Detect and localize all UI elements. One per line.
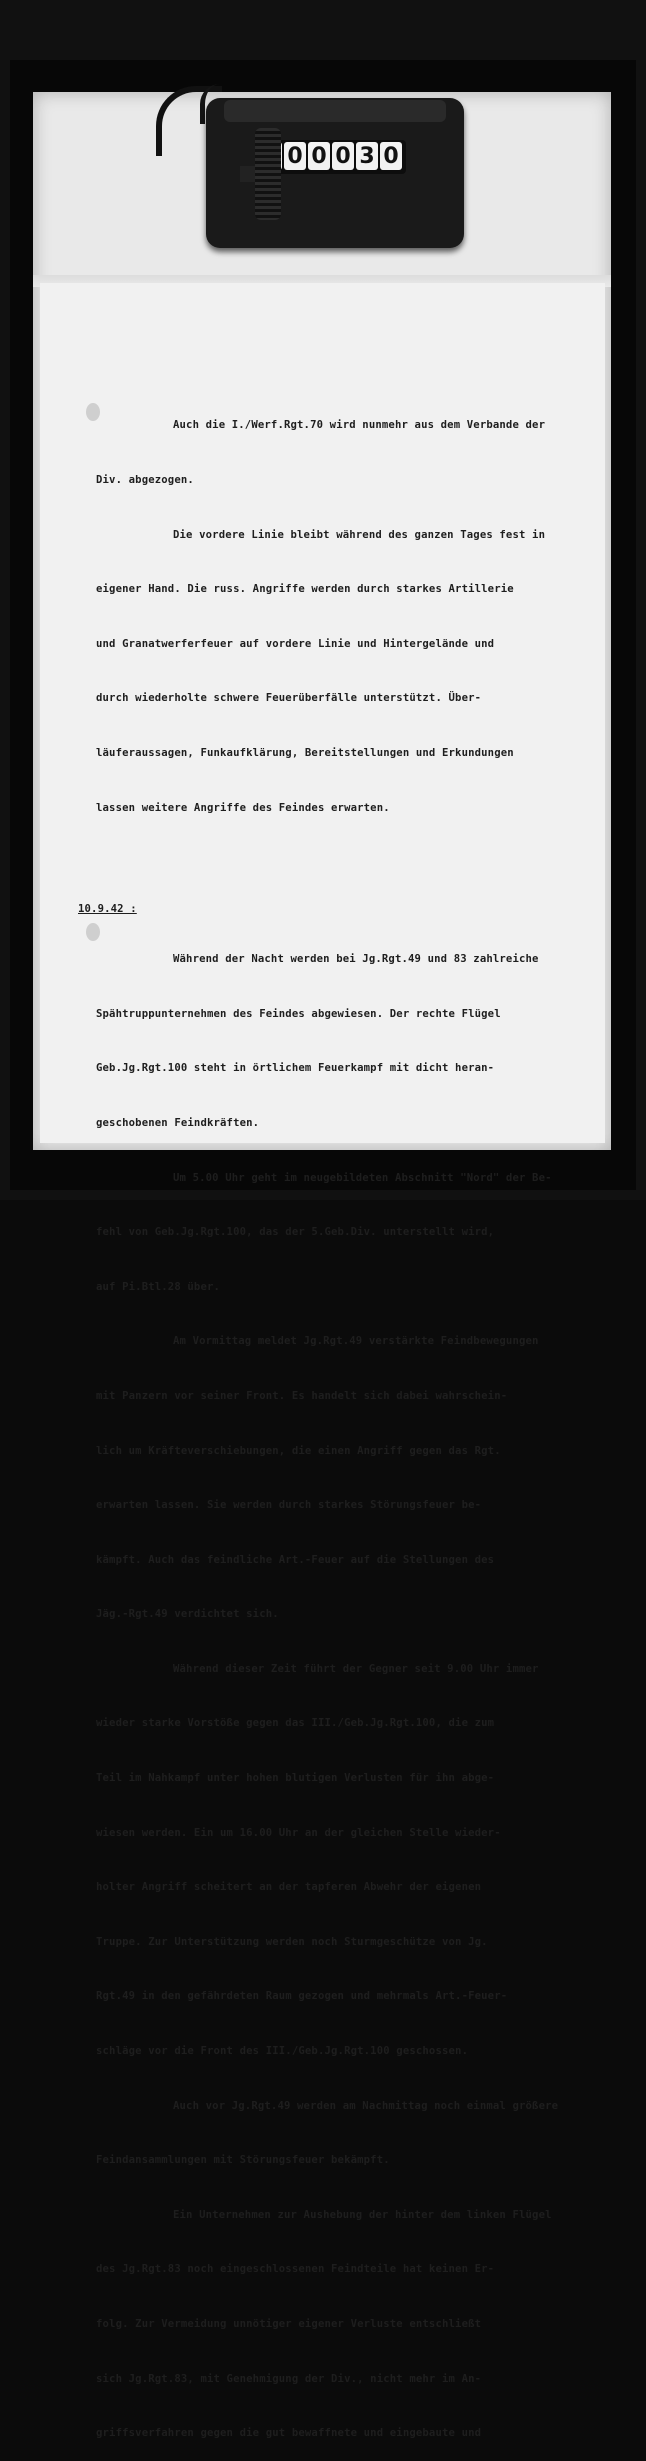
entry-date: 10.9.42 : <box>78 902 137 915</box>
text-line: läuferaussagen, Funkaufklärung, Bereitstellungen und Erkundungen <box>96 746 514 759</box>
text-line: Um 5.00 Uhr geht im neugebildeten Abschnitt "Nord" der Be- <box>173 1171 552 1184</box>
text-line: Teil im Nahkampf unter hohen blutigen Verlusten für ihn abge- <box>96 1772 495 1785</box>
text-line: Geb.Jg.Rgt.100 steht in örtlichem Feuerkampf mit dicht heran- <box>96 1062 495 1075</box>
text-line: wiesen werden. Ein um 16.00 Uhr an der gleichen Stelle wieder- <box>96 1826 501 1839</box>
text-line: Feindansammlungen mit Störungsfeuer bekämpft. <box>96 2154 390 2167</box>
text-line: Div. abgezogen. <box>96 474 194 486</box>
counter-knob <box>255 128 281 220</box>
document-text <box>78 380 598 2461</box>
text-line: fehl von Geb.Jg.Rgt.100, das der 5.Geb.Div. unterstellt wird, <box>96 1226 495 1239</box>
text-line: durch wiederholte schwere Feuerüberfälle unterstützt. Über- <box>96 692 482 705</box>
text-line: Die vordere Linie bleibt während des ganzen Tages fest in <box>173 528 546 541</box>
text-line: Auch vor Jg.Rgt.49 werden am Nachmittag noch einmal größere <box>173 2099 559 2112</box>
counter-digit: 0 <box>380 142 402 170</box>
text-line: Während der Nacht werden bei Jg.Rgt.49 und 83 zahlreiche <box>173 953 539 966</box>
text-line: auf Pi.Btl.28 über. <box>96 1280 221 1293</box>
text-line: folg. Zur Vermeidung unnötiger eigener Verluste entschließt <box>96 2318 482 2330</box>
text-line: Am Vormittag meldet Jg.Rgt.49 verstärkte Feindbewegungen <box>173 1335 539 1348</box>
counter-digit: 0 <box>284 142 306 170</box>
text-line: lassen weitere Angriffe des Feindes erwarten. <box>96 801 390 814</box>
text-line: und Granatwerferfeuer auf vordere Linie und Hintergelände und <box>96 637 495 650</box>
text-line: kämpft. Auch das feindliche Art.-Feuer auf die Stellungen des <box>96 1553 495 1566</box>
text-line: Auch die I./Werf.Rgt.70 wird nunmehr aus dem Verbande der <box>173 419 546 432</box>
text-line: Während dieser Zeit führt der Gegner seit 9.00 Uhr immer <box>173 1662 539 1675</box>
date-line <box>78 900 598 918</box>
text-line: des Jg.Rgt.83 noch eingeschlossenen Feindteile hat keinen Er- <box>96 2263 495 2276</box>
text-line: lich um Kräfteverschiebungen, die einen Angriff gegen das Rgt. <box>96 1444 501 1457</box>
text-line: schläge vor die Front des III./Geb.Jg.Rgt.100 geschossen. <box>96 2045 469 2058</box>
text-line: Jäg.-Rgt.49 verdichtet sich. <box>96 1608 279 1621</box>
text-line: sich Jg.Rgt.83, mit Genehmigung der Div., nicht mehr im An- <box>96 2372 482 2385</box>
text-line: erwarten lassen. Sie werden durch starkes Störungsfeuer be- <box>96 1499 482 1512</box>
text-line: Ein Unternehmen zur Aushebung der hinter dem linken Flügel <box>173 2208 552 2221</box>
counter-digit: 0 <box>332 142 354 170</box>
text-line: Spähtruppunternehmen des Feindes abgewiesen. Der rechte Flügel <box>96 1007 501 1020</box>
text-line: wieder starke Vorstöße gegen das III./Geb.Jg.Rgt.100, die zum <box>96 1717 495 1730</box>
text-line: holter Angriff scheitert an der tapferen Abwehr der eigenen <box>96 1881 482 1894</box>
counter-top <box>224 100 446 122</box>
text-line: Truppe. Zur Unterstützung werden noch Sturmgeschütze von Jg. <box>96 1935 488 1948</box>
text-line: eigener Hand. Die russ. Angriffe werden durch starkes Artillerie <box>96 583 514 596</box>
counter-digit: 0 <box>308 142 330 170</box>
counter-digit: 3 <box>356 142 378 170</box>
text-line: griffsverfahren gegen die gut bewaffnete und eingebaute und <box>96 2427 482 2440</box>
text-line: Rgt.49 in den gefährdeten Raum gezogen und mehrmals Art.-Feuer- <box>96 1990 508 2003</box>
text-line: mit Panzern vor seiner Front. Es handelt sich dabei wahrschein- <box>96 1389 508 1402</box>
text-line: geschobenen Feindkräften. <box>96 1116 260 1129</box>
